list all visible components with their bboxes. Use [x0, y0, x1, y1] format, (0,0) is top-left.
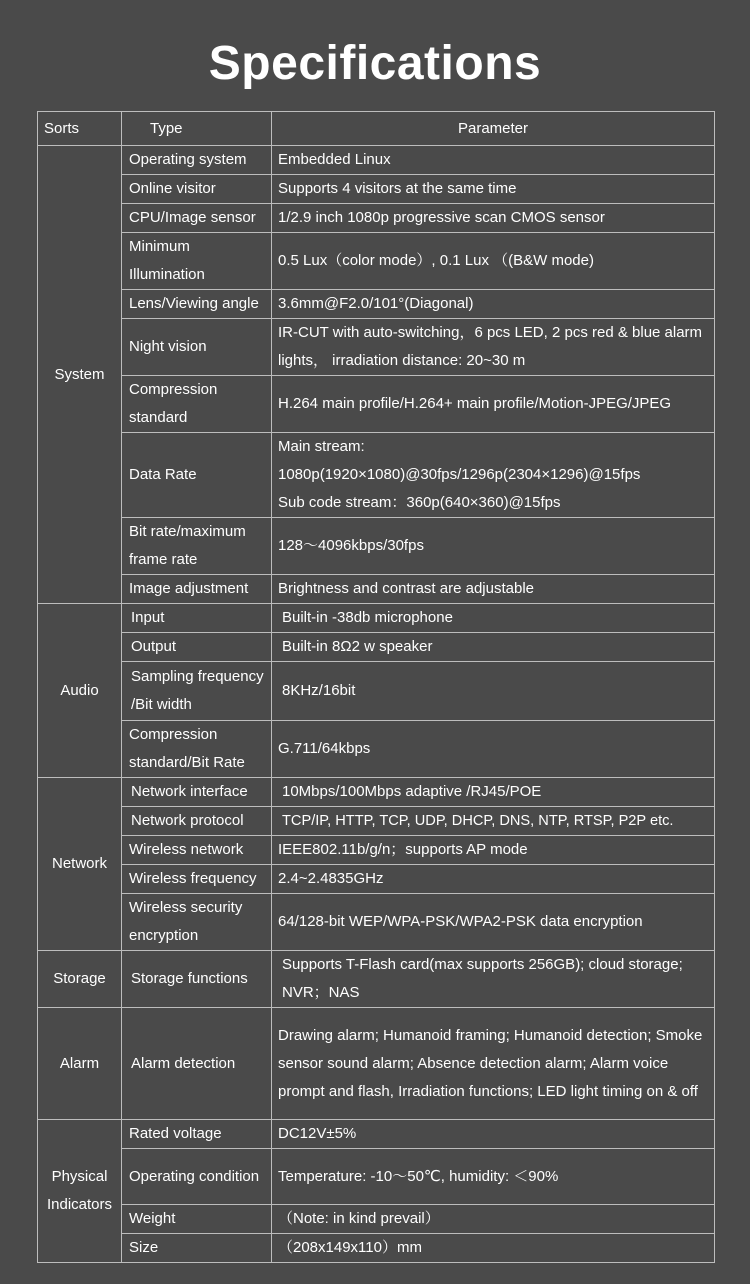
param-cell: 64/128-bit WEP/WPA-PSK/WPA2-PSK data encryption	[272, 894, 715, 951]
table-row	[38, 1234, 715, 1263]
page-title: Specifications	[208, 37, 542, 90]
sort-network: Network	[38, 778, 122, 951]
param-cell: 3.6mm@F2.0/101°(Diagonal)	[272, 290, 715, 319]
param-cell: 0.5 Lux（color mode）, 0.1 Lux （(B&W mode)	[272, 233, 715, 290]
param-cell: 1/2.9 inch 1080p progressive scan CMOS sensor	[272, 204, 715, 233]
param-cell: Supports T-Flash card(max supports 256GB); cloud storage; NVR；NAS	[272, 951, 715, 1008]
sort-alarm: Alarm	[38, 1008, 122, 1120]
table-row	[38, 376, 715, 433]
type-cell: Compression standard/Bit Rate	[122, 721, 272, 778]
param-cell: （208x149x110）mm	[272, 1234, 715, 1263]
table-row	[38, 836, 715, 865]
param-cell: IR-CUT with auto-switching，6 pcs LED, 2 pcs red & blue alarm lights， irradiation distance: 20~30 m	[272, 319, 715, 376]
sort-system: System	[38, 146, 122, 604]
table-row	[38, 233, 715, 290]
param-cell: （Note: in kind prevail）	[272, 1205, 715, 1234]
sort-physical: Physical Indicators	[38, 1120, 122, 1263]
type-cell: Wireless security encryption	[122, 894, 272, 951]
param-cell: Built-in -38db microphone	[272, 604, 715, 633]
param-cell	[272, 433, 715, 518]
param-cell: H.264 main profile/H.264+ main profile/Motion-JPEG/JPEG	[272, 376, 715, 433]
table-row	[38, 662, 715, 721]
param-cell: TCP/IP, HTTP, TCP, UDP, DHCP, DNS, NTP, RTSP, P2P etc.	[272, 807, 715, 836]
param-cell: DC12V±5%	[272, 1120, 715, 1149]
type-cell: Night vision	[122, 319, 272, 376]
param-cell: Drawing alarm; Humanoid framing; Humanoid detection; Smoke sensor sound alarm; Absence detection alarm; Alarm voice prompt and flash, Irradiation functions; LED light timing on & off	[272, 1008, 715, 1120]
type-cell: Online visitor	[122, 175, 272, 204]
param-cell: Built-in 8Ω2 w speaker	[272, 633, 715, 662]
table-row	[38, 633, 715, 662]
param-cell: Temperature: -10～50℃, humidity: ＜90%	[272, 1149, 715, 1205]
param-cell: Supports 4 visitors at the same time	[272, 175, 715, 204]
table-row	[38, 894, 715, 951]
param-cell: 128～4096kbps/30fps	[272, 518, 715, 575]
type-cell: Compression standard	[122, 376, 272, 433]
param-cell: Brightness and contrast are adjustable	[272, 575, 715, 604]
header-sorts: Sorts	[38, 112, 122, 146]
table-row	[38, 204, 715, 233]
type-cell: Minimum Illumination	[122, 233, 272, 290]
param-cell: IEEE802.11b/g/n；supports AP mode	[272, 836, 715, 865]
param-cell: Embedded Linux	[272, 146, 715, 175]
table-row	[38, 433, 715, 518]
header-type: Type	[122, 112, 272, 146]
type-cell: Network protocol	[122, 807, 272, 836]
table-row	[38, 1008, 715, 1120]
table-row	[38, 865, 715, 894]
table-row	[38, 319, 715, 376]
type-cell: Sampling frequency /Bit width	[122, 662, 272, 721]
type-cell: Wireless frequency	[122, 865, 272, 894]
data-rate-main: Main stream: 1080p(1920×1080)@30fps/1296p(2304×1296)@15fps	[278, 438, 641, 483]
type-cell: Rated voltage	[122, 1120, 272, 1149]
type-cell: Input	[122, 604, 272, 633]
type-cell: Size	[122, 1234, 272, 1263]
type-cell: Operating system	[122, 146, 272, 175]
data-rate-sub: Sub code stream：360p(640×360)@15fps	[278, 494, 561, 511]
type-cell: CPU/Image sensor	[122, 204, 272, 233]
type-cell: Data Rate	[122, 433, 272, 518]
table-row	[38, 951, 715, 1008]
type-cell: Lens/Viewing angle	[122, 290, 272, 319]
type-cell: Wireless network	[122, 836, 272, 865]
sort-storage: Storage	[38, 951, 122, 1008]
type-cell: Image adjustment	[122, 575, 272, 604]
spec-table	[37, 111, 715, 1263]
table-row	[38, 1205, 715, 1234]
type-cell: Network interface	[122, 778, 272, 807]
table-row	[38, 1149, 715, 1205]
param-cell: G.711/64kbps	[272, 721, 715, 778]
table-row	[38, 807, 715, 836]
param-cell: 10Mbps/100Mbps adaptive /RJ45/POE	[272, 778, 715, 807]
type-cell: Operating condition	[122, 1149, 272, 1205]
table-row	[38, 778, 715, 807]
param-cell: 2.4~2.4835GHz	[272, 865, 715, 894]
type-cell: Bit rate/maximum frame rate	[122, 518, 272, 575]
type-cell: Weight	[122, 1205, 272, 1234]
table-row	[38, 575, 715, 604]
table-row	[38, 518, 715, 575]
sort-audio: Audio	[38, 604, 122, 778]
table-row	[38, 146, 715, 175]
type-cell: Storage functions	[122, 951, 272, 1008]
header-parameter: Parameter	[272, 112, 715, 146]
param-cell: 8KHz/16bit	[272, 662, 715, 721]
table-row	[38, 604, 715, 633]
type-cell: Output	[122, 633, 272, 662]
table-row	[38, 175, 715, 204]
table-row	[38, 721, 715, 778]
table-row	[38, 290, 715, 319]
type-cell: Alarm detection	[122, 1008, 272, 1120]
table-row	[38, 1120, 715, 1149]
table-header-row	[38, 112, 715, 146]
